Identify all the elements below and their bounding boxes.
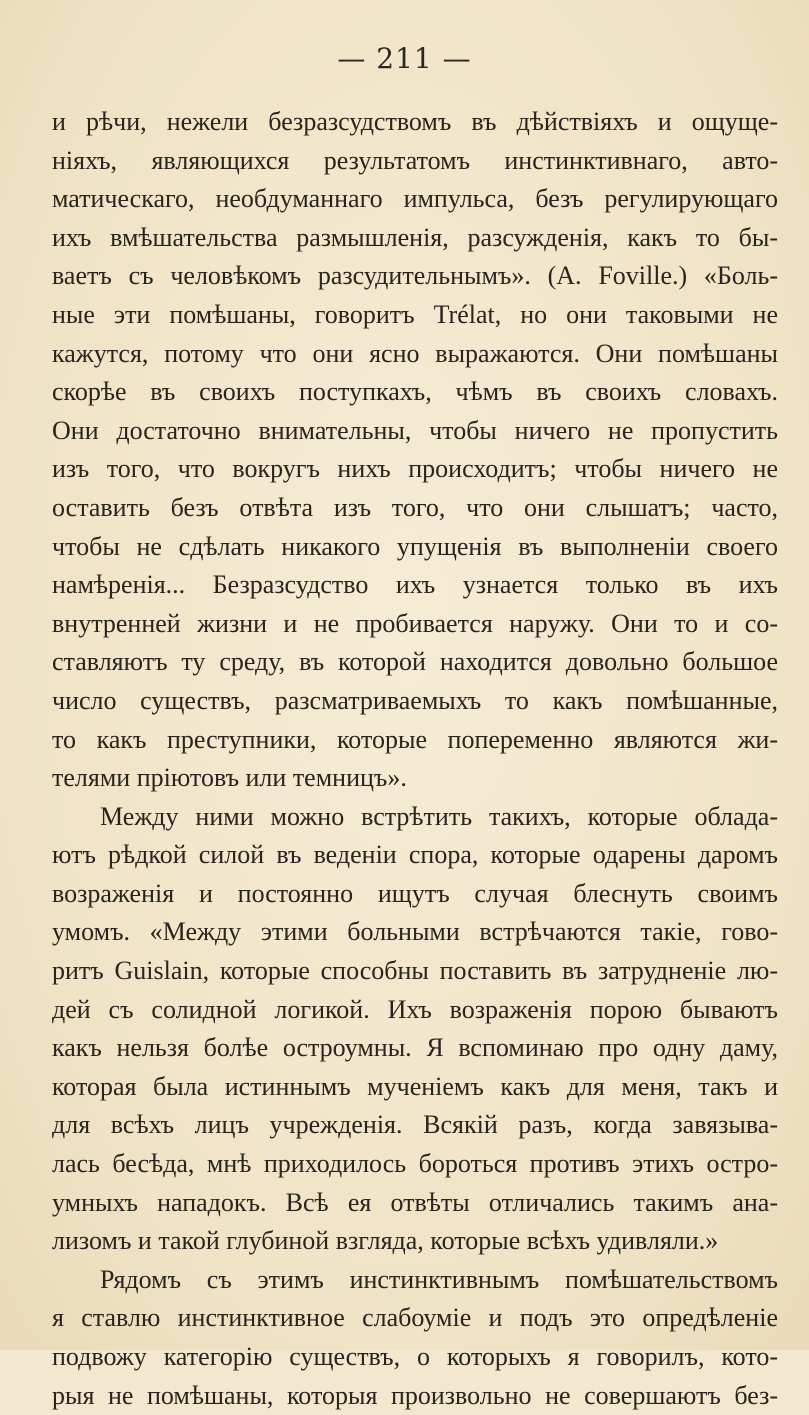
text-line: лась бесѣда, мнѣ приходилось бороться противъ этихъ остро- [52,1149,778,1179]
text-line: намѣренія... Безразсудство ихъ узнается только въ ихъ [52,570,778,600]
text-line: телями пріютовъ или темницъ». [52,763,407,793]
text-line: умныхъ нападокъ. Всѣ ея отвѣты отличались такимъ ана- [52,1187,778,1217]
text-line: Между ними можно встрѣтить такихъ, которые облада- [100,801,778,831]
text-line: изъ того, что вокругъ нихъ происходитъ; чтобы ничего не [52,454,778,484]
text-line: внутренней жизни и не пробивается наружу. Они то и со- [52,608,778,638]
text-line: кажутся, потому что они ясно выражаются. Они помѣшаны [52,338,778,368]
text-line: и рѣчи, нежели безразсудствомъ въ дѣйствіяхъ и ощуще- [52,107,778,136]
text-line: ютъ рѣдкой силой въ веденіи спора, которые одарены даромъ [52,840,778,870]
text-line: ные эти помѣшаны, говоритъ Trélat, но они таковыми не [52,299,778,329]
text-line: чтобы не сдѣлать никакого упущенія въ выполненіи своего [52,531,778,561]
text-line: Рядомъ съ этимъ инстинктивнымъ помѣшательствомъ [100,1264,778,1294]
page-body-text [52,103,778,1415]
text-line: число существъ, разсматриваемыхъ то какъ помѣшанные, [52,685,778,715]
text-line: матическаго, необдуманнаго импульса, безъ регулирующаго [52,184,778,214]
text-line: ніяхъ, являющихся результатомъ инстинктивнаго, авто- [52,145,778,175]
text-line: умомъ. «Между этими больными встрѣчаются такіе, гово- [52,917,778,947]
text-line: дей съ солидной логикой. Ихъ возраженія порою бываютъ [52,994,778,1024]
text-line: какъ нельзя болѣе остроумны. Я вспоминаю про одну даму, [52,1033,778,1063]
text-line: подвожу категорію существъ, о которыхъ я говорилъ, кото- [52,1342,778,1371]
text-line: ваетъ съ человѣкомъ разсудительнымъ». (A. Foville.) «Боль- [52,261,778,291]
text-line: Они достаточно внимательны, чтобы ничего не пропустить [52,415,778,445]
text-line: возраженія и постоянно ищутъ случая блеснуть своимъ [52,878,778,908]
text-line: ихъ вмѣшательства размышленія, разсужденія, какъ то бы- [52,222,778,252]
text-line: рыя не помѣшаны, которыя произвольно не совершаютъ без- [52,1380,778,1410]
text-line: то какъ преступники, которые попеременно являются жи- [52,724,778,754]
text-line: лизомъ и такой глубиной взгляда, которые всѣхъ удивляли.» [52,1226,719,1256]
text-line: оставить безъ отвѣта изъ того, что они слышатъ; часто, [52,492,778,522]
text-line: ставляютъ ту среду, въ которой находится довольно большое [52,647,778,677]
text-line: которая была истиннымъ мученіемъ какъ для меня, такъ и [52,1071,778,1101]
page-number: — 211 — [337,42,472,75]
text-line: я ставлю инстинктивное слабоуміе и подъ это опредѣленіе [52,1303,778,1333]
text-line: для всѣхъ лицъ учрежденія. Всякій разъ, когда завязыва- [52,1110,778,1140]
text-line: ритъ Guislain, которые способны поставить въ затрудненіе лю- [52,956,778,986]
text-line: скорѣе въ своихъ поступкахъ, чѣмъ въ своихъ словахъ. [52,377,778,407]
